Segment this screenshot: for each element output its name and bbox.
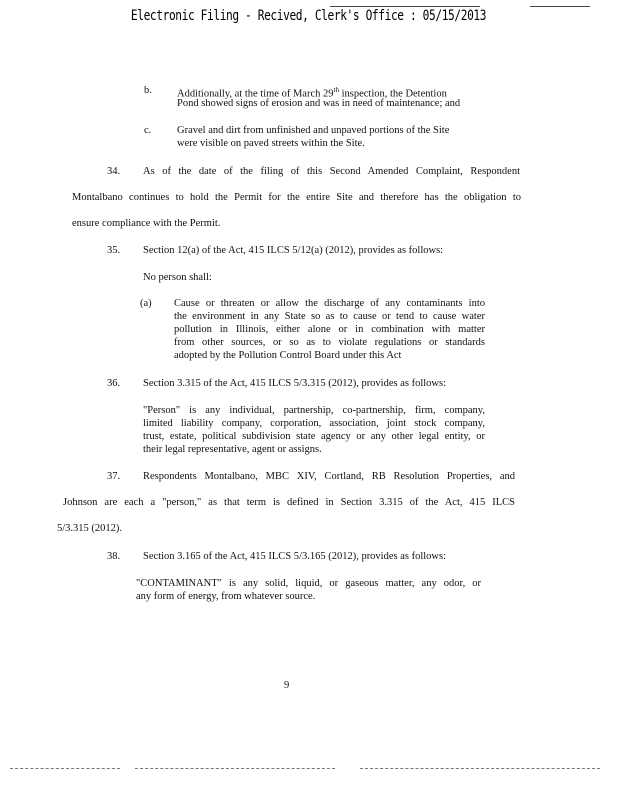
quote-line: limited liability company, corporation, association, joint stock company, (143, 418, 485, 429)
paragraph-35-line: Section 12(a) of the Act, 415 ILCS 5/12(a) (2012), provides as follows: (143, 245, 444, 256)
paragraph-37-line: 5/3.315 (2012). (57, 523, 123, 534)
item-label-b: b. (144, 85, 152, 96)
paragraph-number-36: 36. (107, 378, 121, 389)
subsection-line: the environment in any State so as to cause or tend to cause water (174, 311, 485, 322)
quote-line: trust, estate, political subdivision state agency or any other legal entity, or (143, 431, 485, 442)
paragraph-number-37: 37. (107, 471, 121, 482)
quote-line: "CONTAMINANT" is any solid, liquid, or gaseous matter, any odor, or (136, 578, 481, 589)
header-rule (330, 6, 480, 7)
paragraph-number-34: 34. (107, 166, 121, 177)
quote-line: "Person" is any individual, partnership, co-partnership, firm, company, (143, 405, 485, 416)
subsection-label-a: (a) (140, 298, 152, 309)
paragraph-37-line: Respondents Montalbano, MBC XIV, Cortland, RB Resolution Properties, and (143, 471, 515, 482)
subsection-line: from other sources, or so as to violate regulations or standards (174, 337, 485, 348)
item-c-line: Gravel and dirt from unfinished and unpaved portions of the Site (177, 125, 450, 136)
item-label-c: c. (144, 125, 152, 136)
quote-intro: No person shall: (143, 272, 212, 283)
scan-artifact-rule (360, 768, 600, 769)
paragraph-number-35: 35. (107, 245, 121, 256)
paragraph-number-38: 38. (107, 551, 121, 562)
paragraph-34-line: Montalbano continues to hold the Permit for the entire Site and therefore has the obligation to (72, 192, 521, 203)
scan-artifact-rule (135, 768, 335, 769)
item-b-line: Additionally, at the time of March 29th inspection, the Detention (177, 86, 447, 100)
paragraph-36-line: Section 3.315 of the Act, 415 ILCS 5/3.315 (2012), provides as follows: (143, 378, 447, 389)
paragraph-38-line: Section 3.165 of the Act, 415 ILCS 5/3.165 (2012), provides as follows: (143, 551, 447, 562)
paragraph-34-line: ensure compliance with the Permit. (72, 218, 221, 229)
subsection-line: pollution in Illinois, either alone or in combination with matter (174, 324, 485, 335)
quote-line: their legal representative, agent or assigns. (143, 444, 322, 455)
subsection-line: adopted by the Pollution Control Board under this Act (174, 350, 402, 361)
filing-stamp-header: Electronic Filing - Recived, Clerk's Office : 05/15/2013 (130, 8, 487, 24)
paragraph-37-line: Johnson are each a "person," as that term is defined in Section 3.315 of the Act, 415 ILCS (63, 497, 515, 508)
header-rule (530, 6, 590, 7)
item-c-line: were visible on paved streets within the Site. (177, 138, 365, 149)
scan-artifact-rule (10, 768, 120, 769)
subsection-line: Cause or threaten or allow the discharge of any contaminants into (174, 298, 485, 309)
paragraph-34-line: As of the date of the filing of this Second Amended Complaint, Respondent (143, 166, 520, 177)
page-number: 9 (284, 680, 290, 691)
item-b-line: Pond showed signs of erosion and was in need of maintenance; and (177, 98, 461, 109)
quote-line: any form of energy, from whatever source. (136, 591, 316, 602)
